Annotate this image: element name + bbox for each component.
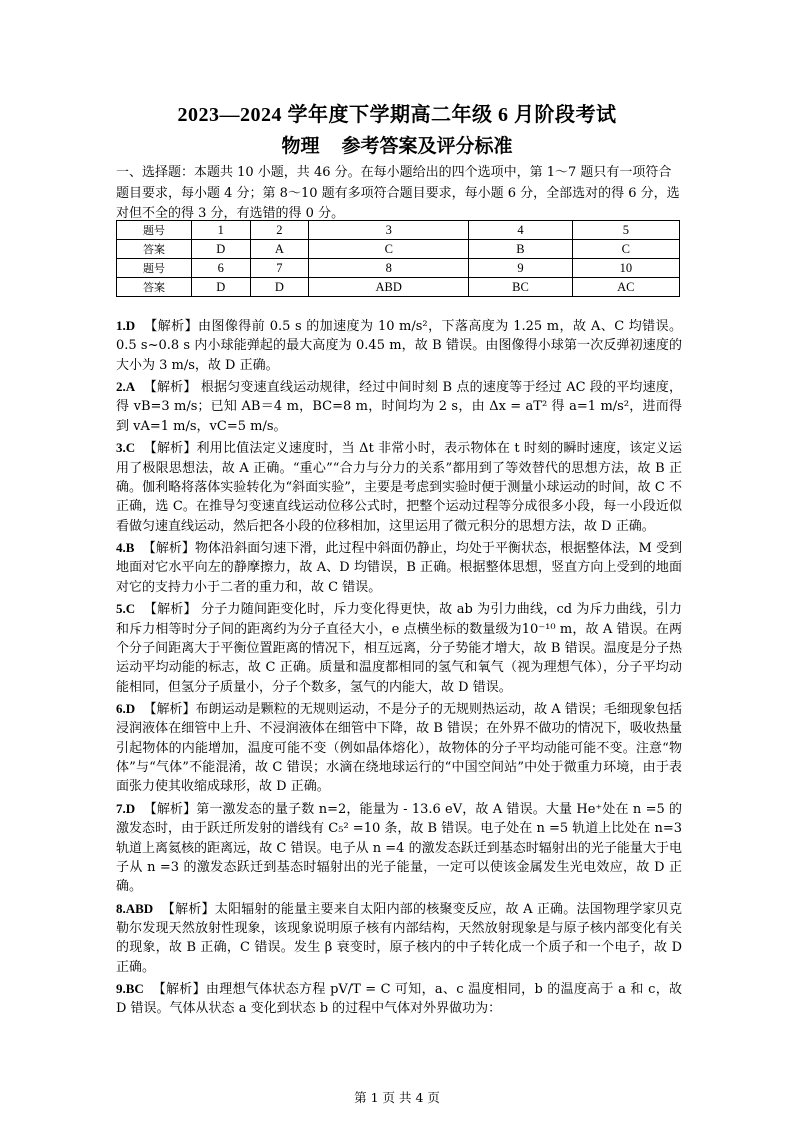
explanation-text: 【解析】由理想气体状态方程 pV/T = C 可知，a、c 温度相同，b 的温度高于 a 和 c，故 D 错误。气体从状态 a 变化到状态 b 的过程中气体对外界做功为：	[116, 982, 682, 1017]
question-number: 3.C	[116, 440, 136, 456]
question-number: 8.ABD	[116, 900, 154, 916]
explanation-text: 【解析】第一激发态的量子数 n=2，能量为 - 13.6 eV，故 A 错误。大量 He⁺处在 n =5 的激发态时，由于跃迁所发射的谱线有 C₅² =10 条，故 B 错误。电子处在 n =5 轨道上比处在 n=3 轨道上离氦核的距离远，故 C 错误。电子从 n =4 的激发态跃迁到基态时辐射出的光子能量大于电子从 n =3 的激发态跃迁到基态时辐射出的光子能量，一定可以使该金属发生光电效应，故 D 正确。	[116, 801, 682, 895]
answer-table-row	[117, 221, 680, 240]
question-number: 5.C	[116, 601, 136, 617]
answer-table-cell: 10	[572, 259, 679, 278]
explanation-item	[116, 699, 682, 796]
answer-table-cell: D	[192, 240, 251, 259]
answer-table	[116, 220, 680, 297]
question-number: 4.B	[116, 540, 135, 556]
explanation-item	[116, 438, 682, 535]
answer-table-row	[117, 278, 680, 297]
answer-table-cell: 4	[469, 221, 572, 240]
answer-table-cell: 5	[572, 221, 679, 240]
page-footer: 第 1 页 共 4 页	[354, 1090, 440, 1105]
explanation-item	[116, 377, 682, 436]
question-number: 2.A	[116, 379, 136, 395]
answer-table-row	[117, 259, 680, 278]
explanation-text: 【解析】布朗运动是颗粒的无规则运动，不是分子的无规则热运动，故 A 错误；毛细现象包括浸润液体在细管中上升、不浸润液体在细管中下降，故 B 错误；在外界不做功的情况下，吸收热量引起物体的内能增加，温度可能不变（例如晶体熔化），故物体的分子平均动能可能不变。注意“物体”与“气体”不能混淆，故 C 错误；水滴在绕地球运行的“中国空间站”中处于微重力环境，由于表面张力使其收缩成球形，故 D 正确。	[116, 702, 683, 795]
answer-table-cell: 2	[250, 221, 309, 240]
answer-table-cell: A	[250, 240, 309, 259]
answer-table-cell: 1	[192, 221, 251, 240]
answer-table-header-cell: 题号	[117, 259, 192, 278]
answer-table-cell: B	[469, 240, 572, 259]
answer-table-cell: D	[192, 278, 251, 297]
explanation-item	[116, 799, 682, 896]
explanation-item	[116, 316, 682, 375]
section-intro: 一、选择题：本题共 10 小题，共 46 分。在每小题给出的四个选项中，第 1～7 题只有一项符合题目要求，每小题 4 分；第 8～10 题有多项符合题目要求，每小题 6 分，全部选对的得 6 分，选对但不全的得 3 分，有选错的得 0 分。	[116, 165, 680, 221]
answer-table-cell: 3	[309, 221, 469, 240]
explanation-text: 【解析】 根据匀变速直线运动规律，经过中间时刻 B 点的速度等于经过 AC 段的平均速度，得 vB=3 m/s；已知 AB＝4 m，BC=8 m，时间均为 2 s，由 Δx = aT² 得 a=1 m/s²，进而得到 vA=1 m/s，vC=5 m/s。	[116, 380, 682, 434]
exam-title: 2023—2024 学年度下学期高二年级 6 月阶段考试	[177, 104, 617, 126]
explanation-item	[116, 979, 682, 1019]
explanations	[116, 316, 682, 1021]
explanation-text: 【解析】太阳辐射的能量主要来自太阳内部的核聚变反应，故 A 正确。法国物理学家贝克勒尔发现天然放射性现象，该现象说明原子核有内部结构，天然放射现象是与原子核内部变化有关的现象，故 B 正确，C 错误。发生 β 衰变时，原子核内的中子转化成一个质子和一个电子，故 D 正确。	[116, 901, 683, 975]
question-number: 1.D	[116, 318, 136, 333]
answer-table-cell: BC	[469, 278, 572, 297]
answer-table-header-cell: 答案	[117, 278, 192, 297]
question-number: 7.D	[116, 800, 136, 816]
answer-table-cell: 9	[469, 259, 572, 278]
answer-table-header-cell: 答案	[117, 240, 192, 259]
explanation-text: 【解析】利用比值法定义速度时，当 Δt 非常小时，表示物体在 t 时刻的瞬时速度，该定义运用了极限思想法，故 A 正确。“重心”“合力与分力的关系”都用到了等效替代的思想方法，故 B 正确。伽利略将落体实验转化为“斜面实验”，主要是考虑到实验时便于测量小球运动的时间，故 C 不正确，选 C。在推导匀变速直线运动位移公式时，把整个运动过程等分成很多小段，每一小段近似看做匀速直线运动，然后把各小段的位移相加，这里运用了微元积分的思想方法，故 D 正确。	[116, 441, 682, 534]
explanation-item	[116, 538, 682, 597]
question-number: 9.BC	[116, 981, 144, 997]
answer-table-cell: C	[572, 240, 679, 259]
subject-label: 物理	[281, 135, 320, 157]
explanation-text: 【解析】由图像得前 0.5 s 的加速度为 10 m/s²，下落高度为 1.25 m，故 A、C 均错误。0.5 s~0.8 s 内小球能弹起的最大高度为 0.45 m，故 B 错误。由图像得小球第一次反弹初速度的大小为 3 m/s，故 D 正确。	[116, 319, 683, 373]
question-number: 6.D	[116, 701, 136, 717]
answer-table-cell: AC	[572, 278, 679, 297]
answer-table-cell: D	[250, 278, 309, 297]
answer-table-cell: ABD	[309, 278, 469, 297]
explanation-item	[116, 899, 682, 977]
exam-subtitle	[0, 131, 794, 158]
answer-table-cell: 7	[250, 259, 309, 278]
subtitle-label: 参考答案及评分标准	[341, 135, 513, 157]
answer-table-cell: 6	[192, 259, 251, 278]
explanation-text: 【解析】 分子力随间距变化时，斥力变化得更快，故 ab 为引力曲线，cd 为斥力曲线，引力和斥力相等时分子间的距离约为分子直径大小，e 点横坐标的数量级为10⁻¹⁰ m，故 A 错误。在两个分子间距离大于平衡位置距离的情况下，相互远离，分子势能才增大，故 B 错误。温度是分子热运动平均动能的标志，故 C 正确。质量和温度都相同的氢气和氧气（视为理想气体），分子平均动能相同，但氢分子质量小，分子个数多，氢气的内能大，故 D 错误。	[116, 602, 682, 695]
answer-table-header-cell: 题号	[117, 221, 192, 240]
answer-table-cell: 8	[309, 259, 469, 278]
answer-table-cell: C	[309, 240, 469, 259]
explanation-text: 【解析】物体沿斜面匀速下滑，此过程中斜面仍静止，均处于平衡状态，根据整体法，M 受到地面对它水平向左的静摩擦力，故 A、D 均错误，B 正确。根据整体思想，竖直方向上受到的地面对它的支持力小于二者的重力和，故 C 错误。	[116, 541, 682, 595]
answer-table-row	[117, 240, 680, 259]
explanation-item	[116, 599, 682, 696]
